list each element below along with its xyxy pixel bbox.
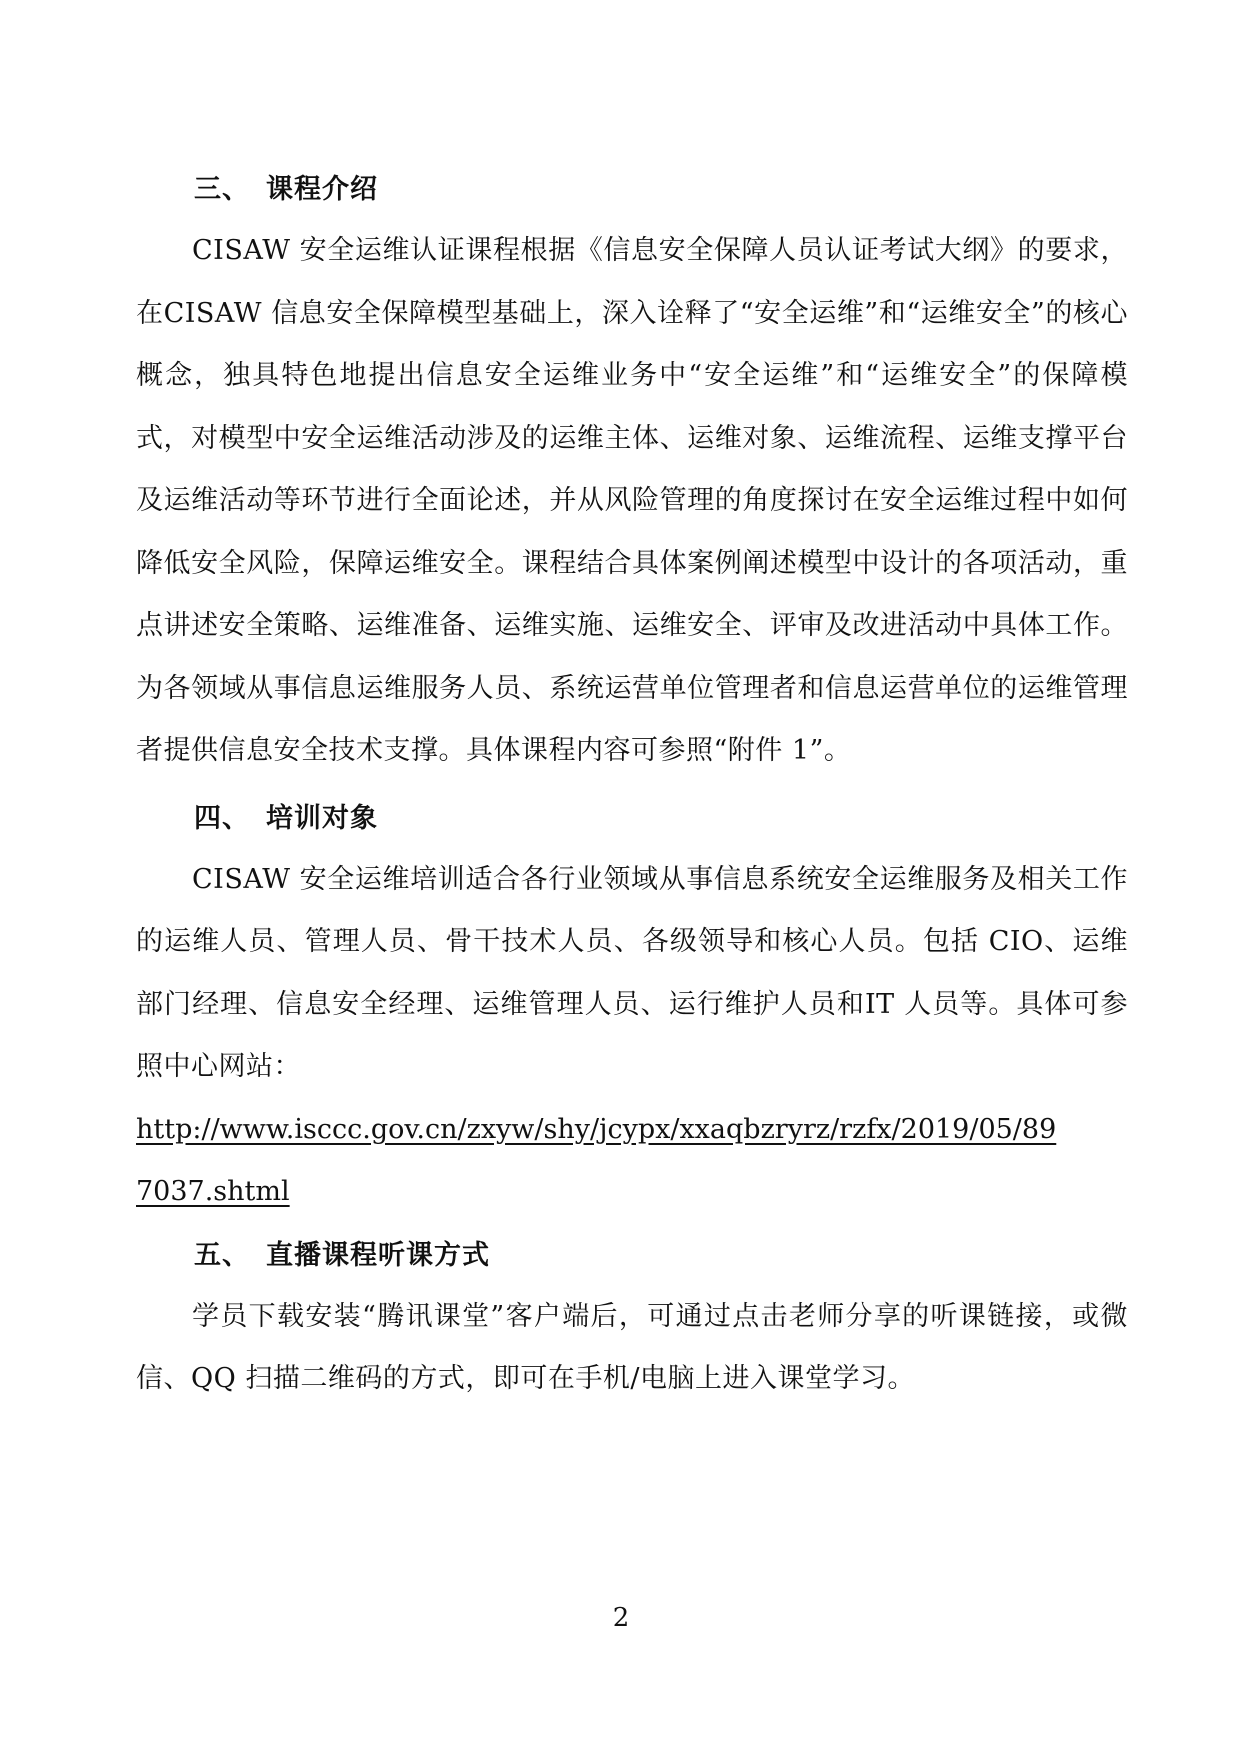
section-heading-training-target — [136, 789, 1128, 849]
page-number: 2 — [612, 1603, 630, 1633]
section-title: 直播课程听课方式 — [266, 1239, 490, 1271]
section-heading-live-course — [136, 1226, 1128, 1286]
section-number: 三、 — [194, 174, 250, 205]
page-content — [136, 160, 1128, 1411]
course-intro-paragraph: CISAW 安全运维认证课程根据《信息安全保障人员认证考试大纲》的要求，在CISAW 信息安全保障模型基础上，深入诠释了“安全运维”和“运维安全”的核心概念，独具特色地提出信息安全运维业务中“安全运维”和“运维安全”的保障模式，对模型中安全运维活动涉及的运维主体、运维对象、运维流程、运维支撑平台及运维活动等环节进行全面论述，并从风险管理的角度探讨在安全运维过程中如何降低安全风险，保障运维安全。课程结合具体案例阐述模型中设计的各项活动，重点讲述安全策略、运维准备、运维实施、运维安全、评审及改进活动中具体工作。为各领域从事信息运维服务人员、系统运营单位管理者和信息运营单位的运维管理者提供信息安全技术支撑。具体课程内容可参照“附件 1”。 — [136, 235, 1128, 766]
link-text-line-1[interactable]: http://www.isccc.gov.cn/zxyw/shy/jcypx/xxaqbzryrz/rzfx/2019/05/89 — [136, 1113, 1057, 1145]
section-number: 五、 — [194, 1239, 250, 1271]
section-title: 培训对象 — [266, 802, 378, 834]
section-heading-course-intro — [136, 160, 1128, 220]
link-text-line-2[interactable]: 7037.shtml — [136, 1176, 290, 1207]
training-target-paragraph: CISAW 安全运维培训适合各行业领域从事信息系统安全运维服务及相关工作的运维人员、管理人员、骨干技术人员、各级领导和核心人员。包括 CIO、运维部门经理、信息安全经理、运维管理人员、运行维护人员和IT 人员等。具体可参照中心网站： — [136, 863, 1128, 1082]
section-number: 四、 — [194, 802, 250, 834]
center-website-link[interactable] — [136, 1099, 1128, 1224]
live-course-paragraph: 学员下载安装“腾讯课堂”客户端后，可通过点击老师分享的听课链接，或微信、QQ 扫描二维码的方式，即可在手机/电脑上进入课堂学习。 — [136, 1300, 1128, 1394]
section-title: 课程介绍 — [266, 174, 378, 205]
